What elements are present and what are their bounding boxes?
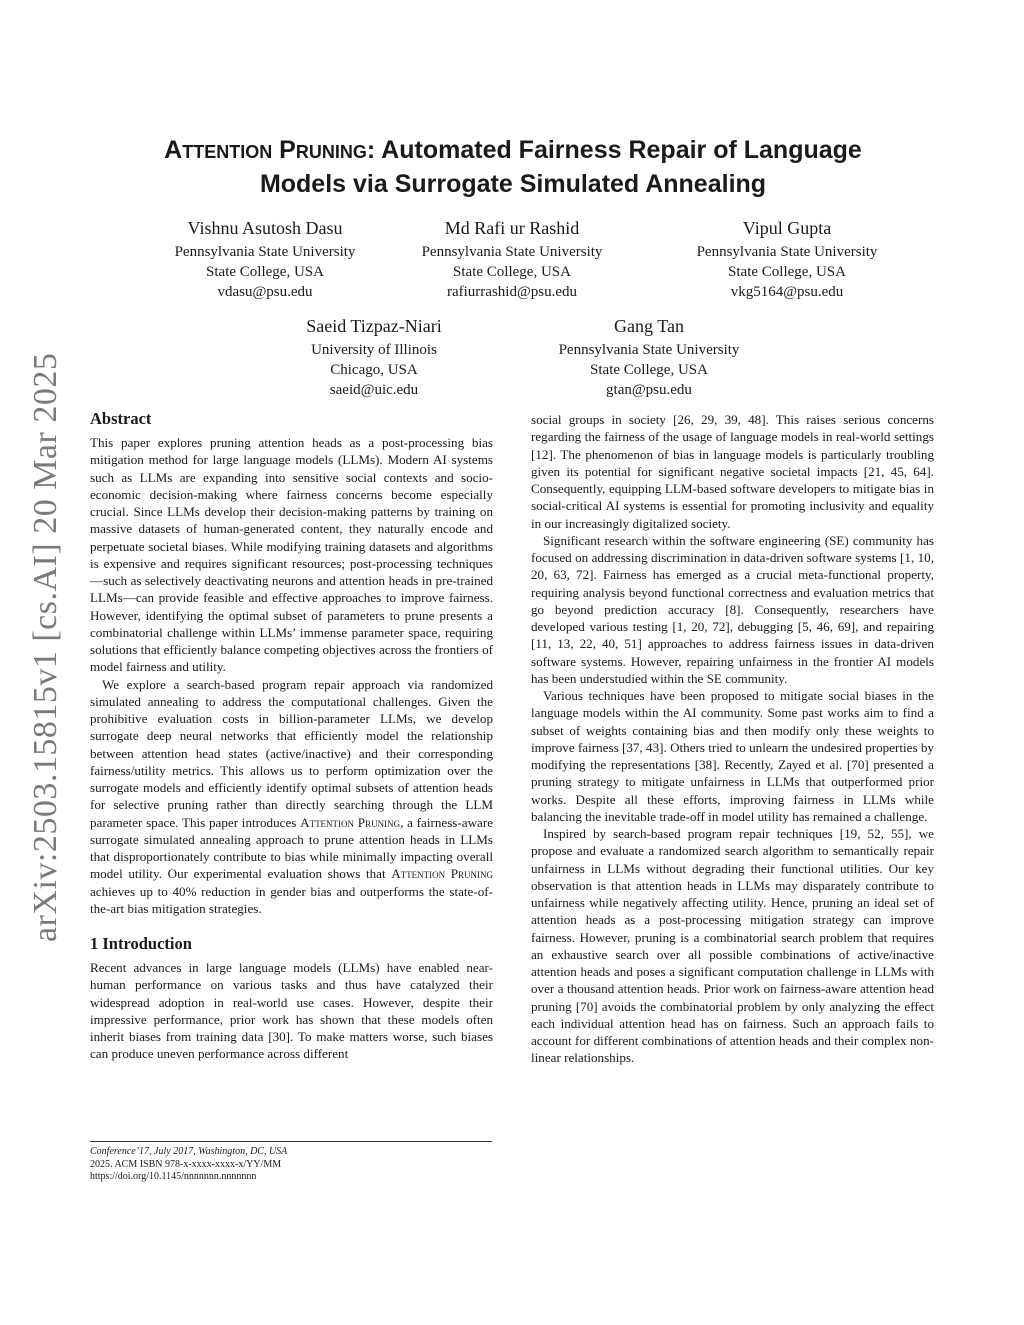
conference-info: Conference’17, July 2017, Washington, DC, USA — [90, 1146, 288, 1157]
right-column — [531, 411, 934, 1067]
author-location: Chicago, USA — [330, 362, 418, 378]
author-name: Md Rafi ur Rashid — [444, 218, 580, 238]
author-affiliation: Pennsylvania State University — [696, 244, 878, 260]
title-line-2: Models via Surrogate Simulated Annealing — [259, 170, 767, 198]
author-email: saeid@uic.edu — [329, 382, 419, 398]
author-location: State College, USA — [590, 362, 708, 378]
author-affiliation: Pennsylvania State University — [421, 244, 603, 260]
abstract-text: We explore a search-based program repair approach via randomized simulated annealing to address the computational challenges. Given the prohibitive evaluation costs in billion-parameter LLMs, we develop surrogate deep neural networks that efficiently model the relationship between attention head states (active/inactive) and their corresponding fairness/utility metrics. This allows us to perform optimization over the surrogate models and efficiently identify optimal subsets of attention heads for selective pruning rather than directly searching through the LLM parameter space. This paper introduces — [90, 676, 493, 830]
author-block — [362, 216, 662, 302]
body-paragraph: Various techniques have been proposed to mitigate social biases in the language models within the AI community. Some past works aim to find a subset of weights containing bias and then modify only these weights to improve fairness [37, 43]. Others tried to unlearn the undesired properties by modifying the representations [38]. Recently, Zayed et al. [70] presented a pruning strategy to mitigate unfairness in LLMs that outperformed prior works. Despite all these efforts, improving fairness in LLMs while balancing the inevitable trade-off in model utility has remained a challenge. — [531, 688, 934, 824]
author-name: Vishnu Asutosh Dasu — [187, 218, 343, 238]
abstract-paragraph — [90, 676, 493, 918]
introduction-heading: 1 Introduction — [90, 934, 192, 953]
author-name: Saeid Tizpaz-Niari — [306, 316, 442, 336]
title-line-1-rest: : Automated Fairness Repair of Language — [366, 136, 862, 164]
left-column — [90, 408, 493, 1063]
author-block — [637, 216, 937, 302]
abstract-heading: Abstract — [90, 409, 152, 428]
author-affiliation: Pennsylvania State University — [558, 342, 740, 358]
abstract-text: achieves up to 40% reduction in gender bias and outperforms the state-of-the-art bias mitigation strategies. — [90, 883, 493, 916]
author-name: Gang Tan — [614, 316, 684, 336]
doi-link[interactable]: https://doi.org/10.1145/nnnnnnn.nnnnnnn — [90, 1171, 257, 1182]
title-system-name: Attention Pruning — [164, 136, 367, 164]
system-name: Attention Pruning — [300, 814, 401, 830]
paper-title — [90, 133, 936, 201]
author-affiliation: University of Illinois — [311, 342, 437, 358]
body-paragraph: Inspired by search-based program repair techniques [19, 52, 55], we propose and evaluate a randomized search algorithm to semantically repair unfairness in LLMs without degrading their functional utilities. Our key observation is that attention heads in LLMs may disparately contribute to unfairness while negatively affecting utility. Hence, pruning an ideal set of attention heads as a post-processing mitigation strategy can improve fairness. However, pruning is a combinatorial search problem that requires an exhaustive search over all possible combinations of active/inactive attention heads and poses a significant computation challenge in LLMs with over a thousand attention heads. Prior work on fairness-aware attention head pruning [70] avoids the combinatorial problem by only analyzing the effect each individual attention head has on fairness. Such an approach fails to account for different combinations of attention heads and their complex non-linear relationships. — [531, 826, 934, 1066]
author-email: vdasu@psu.edu — [217, 284, 313, 300]
arxiv-identifier-stamp: arXiv:2503.15815v1 [cs.AI] 20 Mar 2025 — [27, 352, 64, 942]
author-block — [499, 314, 799, 400]
author-affiliation: Pennsylvania State University — [174, 244, 356, 260]
author-email: gtan@psu.edu — [606, 382, 692, 398]
author-email: rafiurrashid@psu.edu — [446, 284, 578, 300]
body-paragraph: Significant research within the software engineering (SE) community has focused on addressing discrimination in data-driven software systems [1, 10, 20, 63, 72]. Fairness has emerged as a crucial meta-functional property, requiring analysis beyond functional correctness and evaluation metrics that go beyond prediction accuracy [8]. Consequently, researchers have developed various testing [1, 20, 72], debugging [5, 46, 69], and repairing [11, 13, 22, 40, 51] approaches to address fairness issues in data-driven software systems. However, repairing unfairness in the frontier AI models has been understudied within the SE community. — [531, 532, 934, 686]
author-location: State College, USA — [728, 264, 846, 280]
introduction-paragraph: Recent advances in large language models (LLMs) have enabled near-human performance on various tasks and thus have catalyzed their widespread adoption in real-world use cases. However, despite their impressive performance, prior work has shown that these models often inherit biases from training data [30]. To make matters worse, such biases can produce uneven performance across different — [90, 960, 493, 1062]
system-name: Attention Pruning — [391, 866, 493, 882]
abstract-paragraph: This paper explores pruning attention heads as a post-processing bias mitigation method for large language models (LLMs). Modern AI systems such as LLMs are expanding into sensitive social contexts and socio-economic decision-making where fairness concerns become especially crucial. Since LLMs develop their decision-making patterns by training on massive datasets of human-generated content, they naturally encode and perpetuate societal biases. While modifying training datasets and algorithms is expensive and requires significant resources; post-processing techniques—such as selectively deactivating neurons and attention heads in pre-trained LLMs—can provide feasible and effective approaches to improve fairness. However, identifying the optimal subset of parameters to prune presents a combinatorial challenge within LLMs’ immense parameter space, requiring solutions that efficiently balance competing objectives across the frontiers of model fairness and utility. — [90, 435, 493, 675]
author-name: Vipul Gupta — [742, 218, 832, 238]
footnote — [90, 1146, 492, 1184]
abstract-text: , a fairness-aware surrogate simulated annealing approach to prune attention heads in LLMs that disproportionately contribute to bias while minimally impacting overall model utility. Our experimental evaluation shows that — [90, 814, 494, 882]
author-block — [224, 314, 524, 400]
body-paragraph: social groups in society [26, 29, 39, 48]. This raises serious concerns regarding the fairness of the usage of language models in real-world settings [12]. The phenomenon of bias in language models is particularly troubling given its potential for significant negative societal impacts [21, 45, 64]. Consequently, equipping LLM-based software developers to mitigate bias in social-critical AI systems is essential for promoting inclusivity and equality in our increasingly digitalized society. — [531, 412, 934, 531]
author-location: State College, USA — [453, 264, 571, 280]
author-location: State College, USA — [206, 264, 324, 280]
author-email: vkg5164@psu.edu — [730, 284, 844, 300]
footnote-divider — [90, 1141, 492, 1142]
isbn-info: 2025. ACM ISBN 978-x-xxxx-xxxx-x/YY/MM — [90, 1158, 282, 1170]
